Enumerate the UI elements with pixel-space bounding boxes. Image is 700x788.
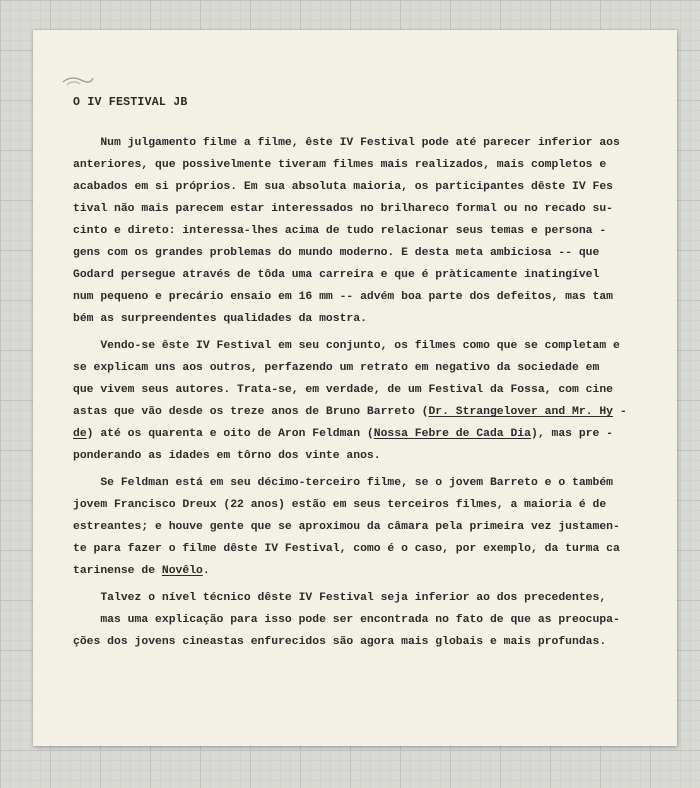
text-line	[73, 132, 663, 154]
typewritten-page	[33, 30, 677, 746]
underlined-title: de	[73, 428, 87, 440]
text-segment: ), mas pre -	[530, 428, 614, 440]
underlined-title: Dr. Strangelover and Mr. Hy	[428, 406, 614, 418]
text-segment: Se Feldman está em seu décimo-terceiro filme, se o jovem Barreto e o também	[73, 477, 614, 489]
text-segment: Vendo-se êste IV Festival em seu conjunto, os filmes como que se completam e	[73, 340, 620, 352]
text-segment: Talvez o nível técnico dêste IV Festival seja inferior ao dos precedentes,	[73, 592, 614, 604]
text-line	[73, 286, 663, 308]
text-line	[73, 538, 663, 560]
text-line	[73, 560, 663, 582]
text-line	[73, 308, 663, 330]
text-segment: acabados em si próprios. Em sua absoluta maioria, os participantes dêste IV Fes	[73, 181, 614, 193]
text-line	[73, 587, 663, 609]
text-line	[73, 494, 663, 516]
text-segment: jovem Francisco Dreux (22 anos) estão em seus terceiros filmes, a maioria é de	[73, 499, 607, 511]
text-line	[73, 445, 663, 467]
paragraph-3	[73, 472, 663, 582]
text-line	[73, 379, 663, 401]
text-line	[73, 357, 663, 379]
paragraph-4	[73, 587, 663, 653]
text-segment: ponderando as idades em tôrno dos vinte anos.	[73, 450, 381, 462]
text-segment: anteriores, que possìvelmente tiveram filmes mais realizados, mais completos e	[73, 159, 607, 171]
text-segment: .	[202, 565, 210, 577]
text-segment: se explicam uns aos outros, perfazendo um retrato em negativo da sociedade em	[73, 362, 600, 374]
text-segment: Godard persegue através de tôda uma carreira e que é pràticamente inatingível	[73, 269, 600, 281]
document-title: O IV FESTIVAL JB	[73, 96, 188, 109]
text-segment: tarinense de	[73, 565, 162, 577]
text-segment: num pequeno e precário ensaio em 16 mm -- advém boa parte dos defeitos, mas tam	[73, 291, 614, 303]
text-line	[73, 423, 663, 445]
paragraph-1	[73, 132, 663, 330]
text-segment: te para fazer o filme dêste IV Festival, como é o caso, por exemplo, da turma ca	[73, 543, 620, 555]
text-line	[73, 631, 663, 653]
underlined-title: Nossa Febre de Cada Dia	[373, 428, 531, 440]
text-segment: tival não mais parecem estar interessados no brilhareco formal ou no recado su-	[73, 203, 614, 215]
text-line	[73, 264, 663, 286]
text-segment: estreantes; e houve gente que se aproximou da câmara pela primeira vez justamen-	[73, 521, 620, 533]
text-segment: Num julgamento filme a filme, êste IV Festival pode até parecer inferior aos	[73, 137, 620, 149]
text-line	[73, 242, 663, 264]
paragraph-2	[73, 335, 663, 467]
text-line	[73, 198, 663, 220]
text-segment: astas que vão desde os treze anos de Bruno Barreto (	[73, 406, 429, 418]
document-body	[73, 132, 663, 658]
text-segment: ) até os quarenta e oito de Aron Feldman (	[86, 428, 374, 440]
text-line	[73, 176, 663, 198]
paper-clip-mark	[61, 74, 95, 88]
text-line	[73, 220, 663, 242]
text-segment: bém as surpreendentes qualidades da mostra.	[73, 313, 367, 325]
text-line	[73, 472, 663, 494]
text-segment: mas uma explicação para isso pode ser encontrada no fato de que as preocupa-	[73, 614, 620, 626]
underlined-title: Novêlo	[161, 565, 203, 577]
text-line	[73, 401, 663, 423]
text-segment: que vivem seus autores. Trata-se, em verdade, de um Festival da Fossa, com cine	[73, 384, 614, 396]
text-segment: cinto e direto: interessa-lhes acima de tudo relacionar seus temas e persona -	[73, 225, 607, 237]
text-line	[73, 335, 663, 357]
text-line	[73, 516, 663, 538]
text-line	[73, 154, 663, 176]
text-segment: -	[613, 406, 627, 418]
text-segment: ções dos jovens cineastas enfurecidos são agora mais globais e mais profundas.	[73, 636, 607, 648]
text-line	[73, 609, 663, 631]
text-segment: gens com os grandes problemas do mundo moderno. E desta meta ambiciosa -- que	[73, 247, 600, 259]
